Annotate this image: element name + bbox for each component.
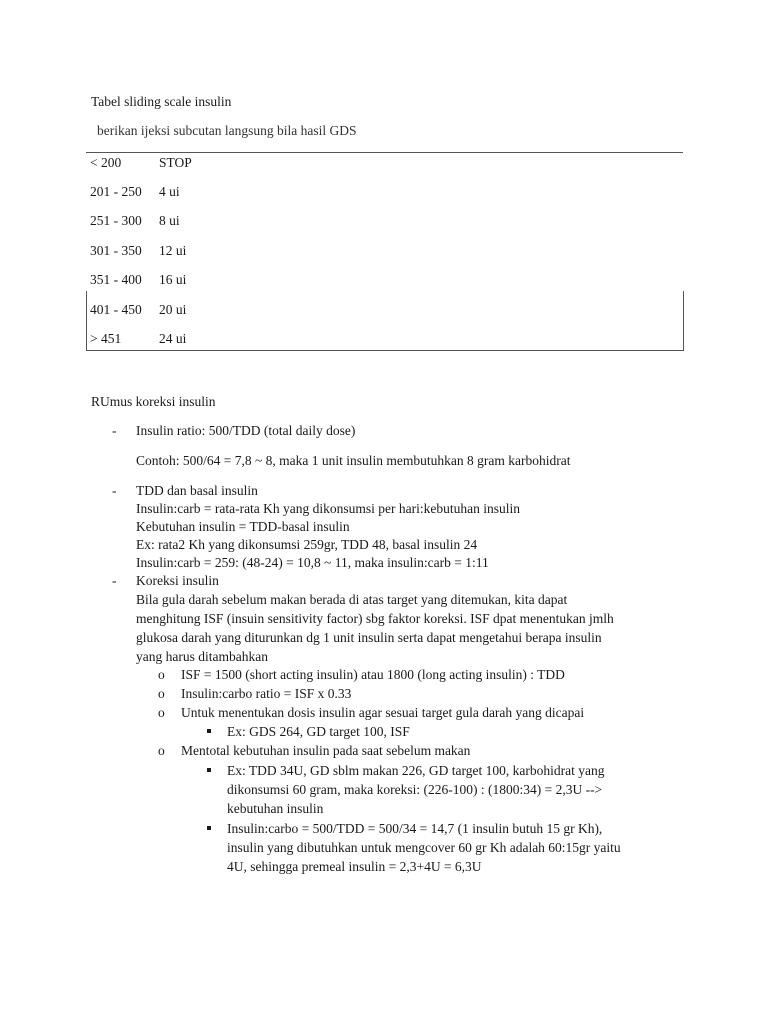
table-intro: berikan ijeksi subcutan langsung bila hasil GDS [97, 123, 357, 138]
sub-sub-item-line: 4U, sehingga premeal insulin = 2,3+4U = 6,3U [227, 859, 482, 874]
circle-bullet: o [158, 743, 165, 758]
circle-bullet: o [158, 705, 165, 720]
list-item-label: Insulin ratio: 500/TDD (total daily dose) [136, 423, 356, 438]
list-item-line: Ex: rata2 Kh yang dikonsumsi 259gr, TDD 48, basal insulin 24 [136, 537, 478, 552]
sub-item: Insulin:carbo ratio = ISF x 0.33 [181, 686, 352, 701]
sub-sub-item-line: dikonsumsi 60 gram, maka koreksi: (226-100) : (1800:34) = 2,3U --> [227, 782, 603, 797]
list-item-line: menghitung ISF (insuin sensitivity factor) sbg faktor koreksi. ISF dpat menentukan jmlh [136, 611, 614, 626]
insulin-dose: STOP [159, 155, 192, 170]
dash-bullet: - [112, 573, 117, 588]
square-bullet-icon [207, 768, 211, 772]
sub-item: Untuk menentukan dosis insulin agar sesuai target gula darah yang dicapai [181, 705, 585, 720]
dash-bullet: - [112, 483, 117, 498]
table-title: Tabel sliding scale insulin [91, 94, 232, 109]
sub-sub-item-line: insulin yang dibutuhkan untuk mengcover 60 gr Kh adalah 60:15gr yaitu [227, 840, 621, 855]
circle-bullet: o [158, 686, 165, 701]
insulin-dose: 12 ui [159, 243, 187, 258]
insulin-dose: 16 ui [159, 272, 187, 287]
insulin-dose: 8 ui [159, 213, 180, 228]
gds-range: 201 - 250 [90, 184, 142, 199]
gds-range: 351 - 400 [90, 272, 142, 287]
list-item-line: Insulin:carb = 259: (48-24) = 10,8 ~ 11, maka insulin:carb = 1:11 [136, 555, 489, 570]
gds-range: 401 - 450 [90, 302, 142, 317]
section-heading: RUmus koreksi insulin [91, 394, 216, 409]
insulin-dose: 24 ui [159, 331, 187, 346]
gds-range: > 451 [90, 331, 122, 346]
sub-sub-item: Ex: GDS 264, GD target 100, ISF [227, 724, 410, 739]
list-item-line: glukosa darah yang diturunkan dg 1 unit insulin serta dapat mengetahui berapa insulin [136, 630, 602, 645]
list-item-label: TDD dan basal insulin [136, 483, 258, 498]
gds-range: 301 - 350 [90, 243, 142, 258]
square-bullet-icon [207, 826, 211, 830]
sub-item: Mentotal kebutuhan insulin pada saat sebelum makan [181, 743, 471, 758]
list-item-line: Kebutuhan insulin = TDD-basal insulin [136, 519, 350, 534]
sub-sub-item-line: Ex: TDD 34U, GD sblm makan 226, GD target 100, karbohidrat yang [227, 763, 605, 778]
insulin-dose: 20 ui [159, 302, 187, 317]
insulin-dose: 4 ui [159, 184, 180, 199]
list-item-line: yang harus ditambahkan [136, 649, 268, 664]
table-top-rule [86, 152, 683, 153]
dash-bullet: - [112, 423, 117, 438]
sub-sub-item-line: kebutuhan insulin [227, 801, 324, 816]
sub-item: ISF = 1500 (short acting insulin) atau 1800 (long acting insulin) : TDD [181, 667, 565, 682]
circle-bullet: o [158, 667, 165, 682]
list-item-line: Bila gula darah sebelum makan berada di atas target yang ditemukan, kita dapat [136, 592, 568, 607]
list-item-line: Insulin:carb = rata-rata Kh yang dikonsumsi per hari:kebutuhan insulin [136, 501, 521, 516]
list-item-label: Koreksi insulin [136, 573, 219, 588]
gds-range: 251 - 300 [90, 213, 142, 228]
sub-sub-item-line: Insulin:carbo = 500/TDD = 500/34 = 14,7 (1 insulin butuh 15 gr Kh), [227, 821, 603, 836]
square-bullet-icon [207, 729, 211, 733]
gds-range: < 200 [90, 155, 122, 170]
list-item-example: Contoh: 500/64 = 7,8 ~ 8, maka 1 unit insulin membutuhkan 8 gram karbohidrat [136, 453, 571, 468]
